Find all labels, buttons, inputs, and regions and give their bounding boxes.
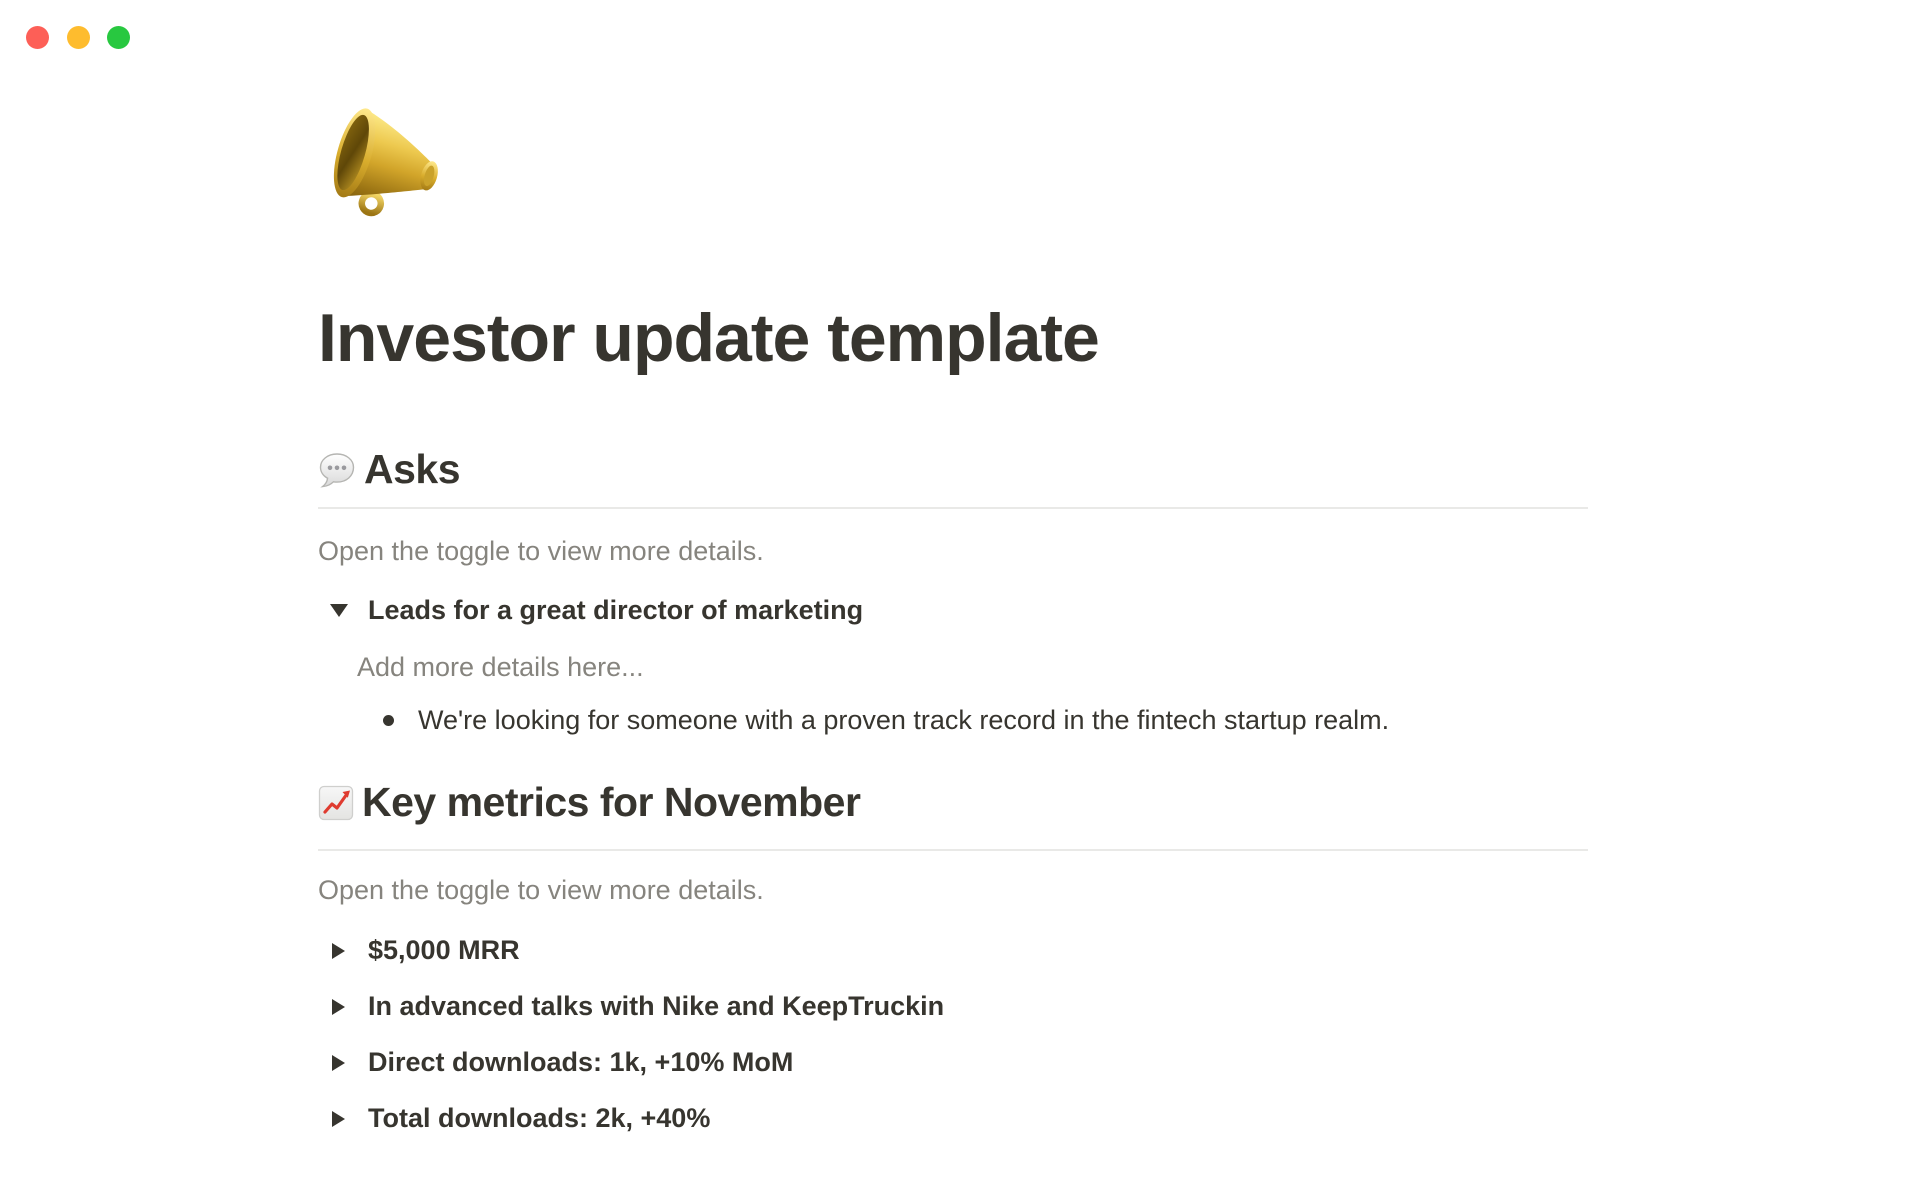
toggle-block-leads[interactable]: [318, 590, 1588, 631]
zoom-button[interactable]: [107, 26, 130, 49]
toggle-block-total-downloads[interactable]: [318, 1098, 1588, 1139]
toggle-placeholder-text[interactable]: Add more details here...: [357, 652, 644, 682]
section-divider: [318, 849, 1588, 851]
bulleted-list-item[interactable]: [318, 700, 1588, 741]
toggle-block-talks[interactable]: [318, 986, 1588, 1027]
toggle-block-mrr[interactable]: [318, 930, 1588, 971]
toggle-open-button[interactable]: [318, 590, 359, 631]
triangle-right-icon: [332, 1055, 345, 1071]
toggle-label[interactable]: Direct downloads: 1k, +10% MoM: [368, 1046, 794, 1077]
toggle-label[interactable]: In advanced talks with Nike and KeepTruckin: [368, 990, 945, 1021]
speech-balloon-icon: [318, 451, 356, 489]
megaphone-icon: [320, 98, 462, 220]
toggle-label[interactable]: Leads for a great director of marketing: [368, 594, 864, 625]
bullet-dot: [383, 715, 394, 726]
section-divider: [318, 507, 1588, 509]
toggle-block-direct-downloads[interactable]: [318, 1042, 1588, 1083]
triangle-down-icon: [330, 604, 348, 617]
triangle-right-icon: [332, 943, 345, 959]
toggle-closed-button[interactable]: [318, 930, 359, 971]
bullet-text[interactable]: We're looking for someone with a proven track record in the fintech startup realm.: [418, 705, 1390, 736]
toggle-closed-button[interactable]: [318, 986, 359, 1027]
section-heading-asks[interactable]: [318, 446, 1588, 494]
close-button[interactable]: [26, 26, 49, 49]
chart-increasing-icon: [318, 785, 354, 821]
toggle-label[interactable]: Total downloads: 2k, +40%: [368, 1102, 711, 1133]
asks-intro-paragraph[interactable]: Open the toggle to view more details.: [318, 536, 764, 566]
toggle-closed-button[interactable]: [318, 1042, 359, 1083]
section-heading-text[interactable]: Key metrics for November: [362, 779, 861, 826]
minimize-button[interactable]: [67, 26, 90, 49]
section-heading-key-metrics[interactable]: [318, 779, 1588, 827]
page-icon[interactable]: [320, 98, 462, 220]
metrics-intro-paragraph[interactable]: Open the toggle to view more details.: [318, 875, 764, 905]
section-heading-text[interactable]: Asks: [364, 446, 461, 493]
bullet-marker: [357, 715, 418, 726]
toggle-label[interactable]: $5,000 MRR: [368, 934, 520, 965]
toggle-closed-button[interactable]: [318, 1098, 359, 1139]
triangle-right-icon: [332, 999, 345, 1015]
page-title[interactable]: Investor update template: [318, 300, 1099, 376]
triangle-right-icon: [332, 1111, 345, 1127]
